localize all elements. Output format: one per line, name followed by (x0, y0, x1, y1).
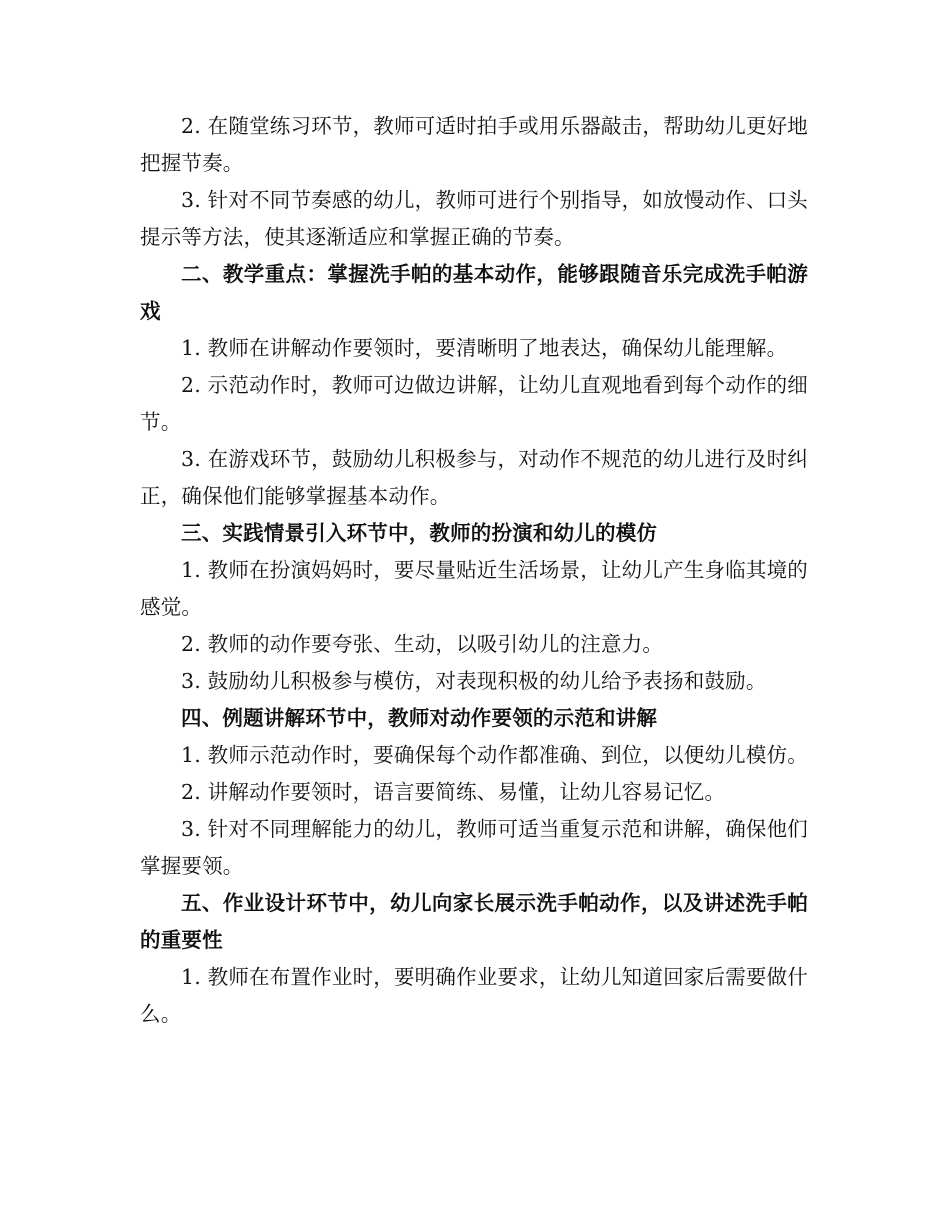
paragraph-item: 1. 教师在扮演妈妈时，要尽量贴近生活场景，让幼儿产生身临其境的感觉。 (140, 558, 808, 619)
paragraph-item: 3. 鼓励幼儿积极参与模仿，对表现积极的幼儿给予表扬和鼓励。 (181, 669, 767, 693)
paragraph-item: 2. 教师的动作要夸张、生动，以吸引幼儿的注意力。 (181, 632, 664, 656)
section-heading: 三、实践情景引入环节中，教师的扮演和幼儿的模仿 (181, 521, 658, 545)
section-heading: 四、例题讲解环节中，教师对动作要领的示范和讲解 (181, 706, 658, 730)
paragraph-item: 1. 教师在讲解动作要领时，要清晰明了地表达，确保幼儿能理解。 (181, 336, 788, 360)
paragraph-item: 2. 在随堂练习环节，教师可适时拍手或用乐器敲击，帮助幼儿更好地把握节奏。 (140, 114, 808, 175)
section-heading: 二、教学重点：掌握洗手帕的基本动作，能够跟随音乐完成洗手帕游戏 (140, 262, 808, 323)
section-heading: 五、作业设计环节中，幼儿向家长展示洗手帕动作，以及讲述洗手帕的重要性 (140, 891, 808, 952)
paragraph-item: 2. 讲解动作要领时，语言要简练、易懂，让幼儿容易记忆。 (181, 780, 726, 804)
paragraph-item: 3. 在游戏环节，鼓励幼儿积极参与，对动作不规范的幼儿进行及时纠正，确保他们能够掌握基本动作。 (140, 447, 808, 508)
paragraph-item: 3. 针对不同理解能力的幼儿，教师可适当重复示范和讲解，确保他们掌握要领。 (140, 817, 808, 878)
paragraph-item: 1. 教师在布置作业时，要明确作业要求，让幼儿知道回家后需要做什么。 (140, 965, 808, 1026)
paragraph-item: 1. 教师示范动作时，要确保每个动作都准确、到位，以便幼儿模仿。 (181, 743, 808, 767)
paragraph-item: 3. 针对不同节奏感的幼儿，教师可进行个别指导，如放慢动作、口头提示等方法，使其逐渐适应和掌握正确的节奏。 (140, 188, 808, 249)
paragraph-item: 2. 示范动作时，教师可边做边讲解，让幼儿直观地看到每个动作的细节。 (140, 373, 808, 434)
document-page (140, 108, 808, 1033)
